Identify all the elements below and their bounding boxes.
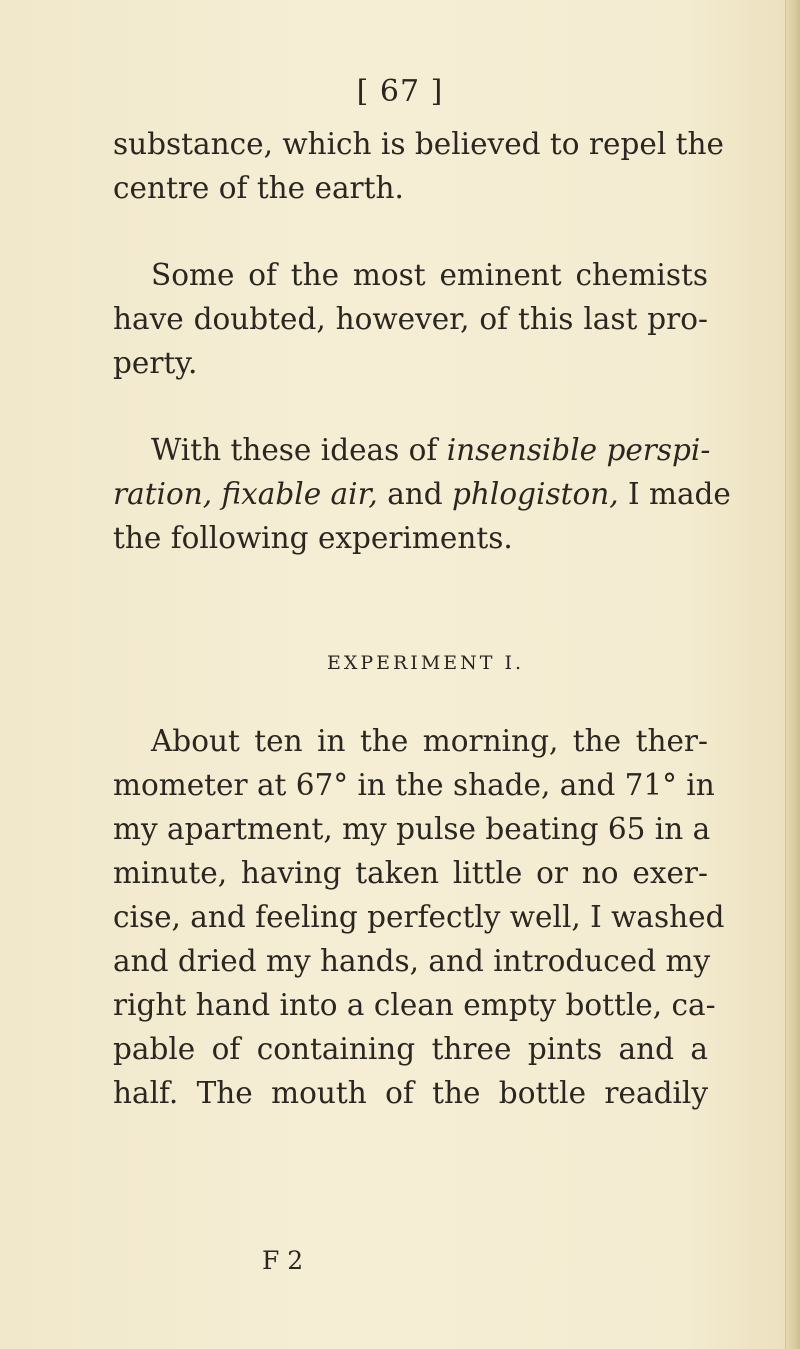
italic-term: ration, fixable air, <box>113 477 378 511</box>
text-line: half. The mouth of the bottle readily <box>113 1076 708 1110</box>
text-span: and <box>377 477 453 511</box>
page-number: [ 67 ] <box>356 74 444 109</box>
page-body <box>113 122 731 1115</box>
signature-mark: F 2 <box>262 1246 304 1275</box>
text-line: Some of the most eminent chemists <box>151 258 708 292</box>
text-line: have doubted, however, of this last pro- <box>113 302 708 336</box>
text-line: the following experiments. <box>113 521 513 555</box>
text-line: right hand into a clean empty bottle, ca- <box>113 988 716 1022</box>
text-line: centre of the earth. <box>113 171 404 205</box>
text-line: About ten in the morning, the ther- <box>151 724 708 758</box>
text-line: and dried my hands, and introduced my <box>113 944 711 978</box>
text-line <box>113 428 711 472</box>
italic-term: insensible perspi- <box>446 433 711 467</box>
text-line: cise, and feeling perfectly well, I washed <box>113 900 725 934</box>
text-line <box>113 472 731 516</box>
text-span: I made <box>618 477 731 511</box>
text-line: mometer at 67° in the shade, and 71° in <box>113 768 715 802</box>
text-line: perty. <box>113 346 198 380</box>
text-span: With these ideas of <box>151 433 447 467</box>
page-edge <box>785 0 800 1349</box>
text-line: pable of containing three pints and a <box>113 1032 708 1066</box>
text-line: my apartment, my pulse beating 65 in a <box>113 812 711 846</box>
text-line: minute, having taken little or no exer- <box>113 856 708 890</box>
text-line: substance, which is believed to repel the <box>113 127 724 161</box>
italic-term: phlogiston, <box>452 477 619 511</box>
section-heading: EXPERIMENT I. <box>326 652 525 674</box>
